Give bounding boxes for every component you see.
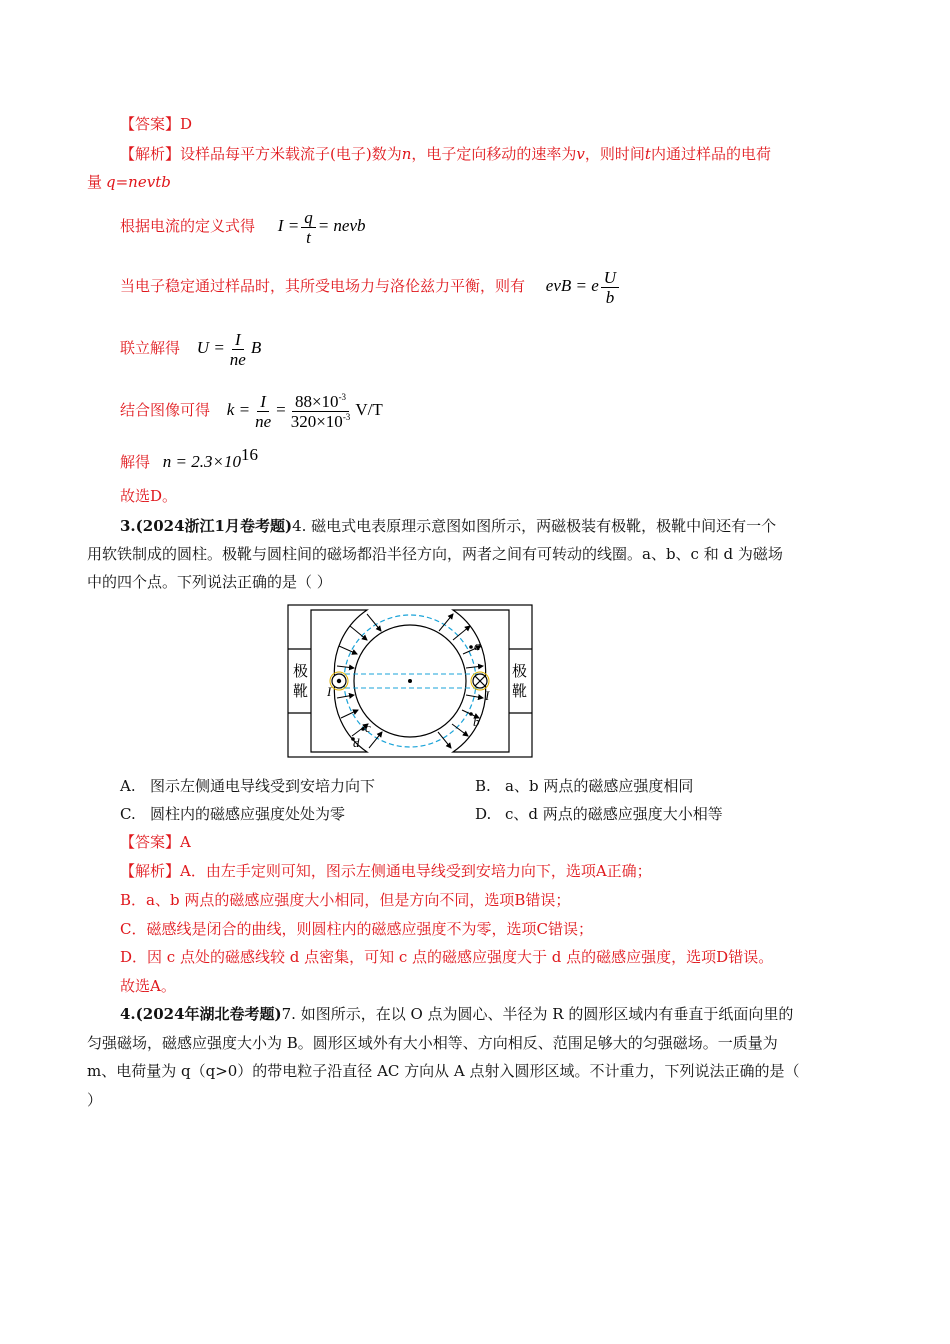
q3-stem-line2: 用软铁制成的圆柱。极靴与圆柱间的磁场都沿半径方向，两者之间有可转动的线圈。a、b、c 和 d 为磁场 <box>87 545 783 563</box>
option-b[interactable] <box>475 775 693 796</box>
right-pole-label: 靴 <box>512 684 528 700</box>
var-v: v <box>576 145 585 163</box>
formula-lhs: U = <box>196 338 225 357</box>
q3-conclusion: 故选A。 <box>120 977 176 995</box>
right-pole-shoe <box>453 610 532 752</box>
galvanometer-diagram <box>287 604 533 758</box>
option-text: c、d 两点的磁感应强度大小相等 <box>505 805 723 823</box>
fraction <box>227 330 249 369</box>
analysis-label: 【解析】 <box>120 862 181 880</box>
analysis-text: 内通过样品的电荷 <box>650 145 771 163</box>
q2-step1 <box>120 206 366 247</box>
option-text: 图示左侧通电导线受到安培力向下 <box>150 777 376 795</box>
current-left-label: I <box>327 684 332 699</box>
q3-analysis-a <box>120 861 652 881</box>
answer-label: 【答案】 <box>120 833 181 851</box>
q3-stem-line1 <box>120 516 776 536</box>
analysis-text: A．由左手定则可知，图示左侧通电导线受到安培力向下，选项A正确； <box>180 862 652 880</box>
option-a[interactable] <box>120 775 375 796</box>
option-letter: B. <box>475 777 491 795</box>
q2-step3 <box>120 328 261 369</box>
option-c[interactable] <box>120 803 345 824</box>
unit: V/T <box>355 400 383 419</box>
left-pole-label: 靴 <box>293 684 309 700</box>
step-text: 根据电流的定义式得 <box>120 217 256 235</box>
q4-stem-line2: 匀强磁场，磁感应强度大小为 B。圆形区域外有大小相等、方向相反、范围足够大的匀强磁场。一质量为 <box>87 1034 778 1052</box>
point-b-label: b <box>473 714 480 729</box>
analysis-label: 【解析】 <box>120 145 181 163</box>
q3-analysis-d: D．因 c 点处的磁感线较 d 点密集，可知 c 点的磁感应强度大于 d 点的磁感应强度，选项D错误。 <box>120 948 774 966</box>
question-number: 4. <box>120 1005 136 1023</box>
q2-analysis-line2 <box>87 172 171 192</box>
fraction <box>288 392 354 431</box>
option-letter: C. <box>120 805 136 823</box>
question-source: (2024年湖北卷考题) <box>135 1005 282 1023</box>
step-text: 结合图像可得 <box>120 401 211 419</box>
point-a-dot <box>469 645 473 649</box>
option-text: a、b 两点的磁感应强度相同 <box>505 777 694 795</box>
analysis-text: 设样品每平方米载流子(电子)数为 <box>180 145 402 163</box>
left-pole-shoe <box>288 610 367 752</box>
left-pole-label: 极 <box>293 664 309 680</box>
option-letter: D. <box>475 805 492 823</box>
question-text: 7. 如图所示，在以 O 点为圆心、半径为 R 的圆形区域内有垂直于纸面向里的 <box>281 1005 794 1023</box>
exponent: -3 <box>338 391 347 402</box>
current-right-label: I <box>485 688 490 703</box>
answer-value: D <box>180 115 193 133</box>
question-text: 4. 磁电式电表原理示意图如图所示，两磁极装有极靴，极靴中间还有一个 <box>292 517 777 535</box>
fraction <box>301 208 316 247</box>
question-source: (2024浙江1月卷考题) <box>135 517 293 535</box>
q3-stem-line3: 中的四个点。下列说法正确的是（ ） <box>87 573 332 591</box>
numerator: U <box>601 268 619 288</box>
denominator: 320×10 <box>290 411 343 431</box>
charge-expression: q=nevtb <box>106 173 171 191</box>
analysis-text: 量 <box>87 173 103 191</box>
q3-answer <box>120 832 191 852</box>
q3-analysis-b: B．a、b 两点的磁感应强度大小相同，但是方向不同，选项B错误； <box>120 891 571 909</box>
formula-rhs: B <box>250 338 262 357</box>
q4-stem-line3: m、电荷量为 q（q>0）的带电粒子沿直径 AC 方向从 A 点射入圆形区域。不计重力，下列说法正确的是（ <box>87 1062 800 1080</box>
formula-rhs: = nevb <box>317 216 366 235</box>
current-out-dot <box>337 679 341 683</box>
q4-stem-line1 <box>120 1004 793 1024</box>
q4-stem-line4: ） <box>87 1091 103 1109</box>
q2-answer <box>120 114 192 134</box>
step-text: 当电子稳定通过样品时，其所受电场力与洛伦兹力平衡，则有 <box>120 277 526 295</box>
numerator: q <box>301 208 316 228</box>
analysis-text: ，电子定向移动的速率为 <box>411 145 577 163</box>
center-point <box>408 679 412 683</box>
point-d-label: d <box>353 735 360 750</box>
result-expression: n = 2.3×10 <box>162 452 241 471</box>
var-n: n <box>401 145 412 163</box>
q2-step4 <box>120 390 383 431</box>
q2-analysis-line1 <box>120 144 771 164</box>
answer-value: A <box>180 833 191 851</box>
numerator: 88×10 <box>294 391 339 411</box>
analysis-text: ，则时间 <box>584 145 645 163</box>
right-pole-label: 极 <box>512 664 528 680</box>
option-text: 圆柱内的磁感应强度处处为零 <box>150 805 346 823</box>
fraction <box>252 392 274 431</box>
formula-lhs: k = <box>226 400 251 419</box>
numerator: I <box>257 392 269 412</box>
q2-step5 <box>120 445 258 472</box>
exponent: -3 <box>342 411 351 422</box>
question-number: 3. <box>120 517 136 535</box>
denominator: t <box>306 227 311 247</box>
step-text: 联立解得 <box>120 339 181 357</box>
answer-label: 【答案】 <box>120 115 181 133</box>
option-d[interactable] <box>475 803 723 824</box>
formula-lhs: evB = e <box>545 276 599 295</box>
denominator: b <box>605 287 615 307</box>
denominator: ne <box>229 349 246 369</box>
fraction <box>601 268 619 307</box>
option-letter: A. <box>120 777 136 795</box>
var-t: t <box>644 145 651 163</box>
point-c-label: c <box>365 720 371 735</box>
exponent: 16 <box>241 445 258 464</box>
point-a-label: a <box>474 638 481 653</box>
formula-lhs: I = <box>277 216 300 235</box>
q3-analysis-c: C．磁感线是闭合的曲线，则圆柱内的磁感应强度不为零，选项C错误； <box>120 920 593 938</box>
numerator: I <box>232 330 244 350</box>
q2-step2 <box>120 266 621 307</box>
step-text: 解得 <box>120 453 151 471</box>
q2-conclusion: 故选D。 <box>120 487 178 505</box>
denominator: ne <box>255 411 272 431</box>
equals-sign: = <box>276 400 286 419</box>
